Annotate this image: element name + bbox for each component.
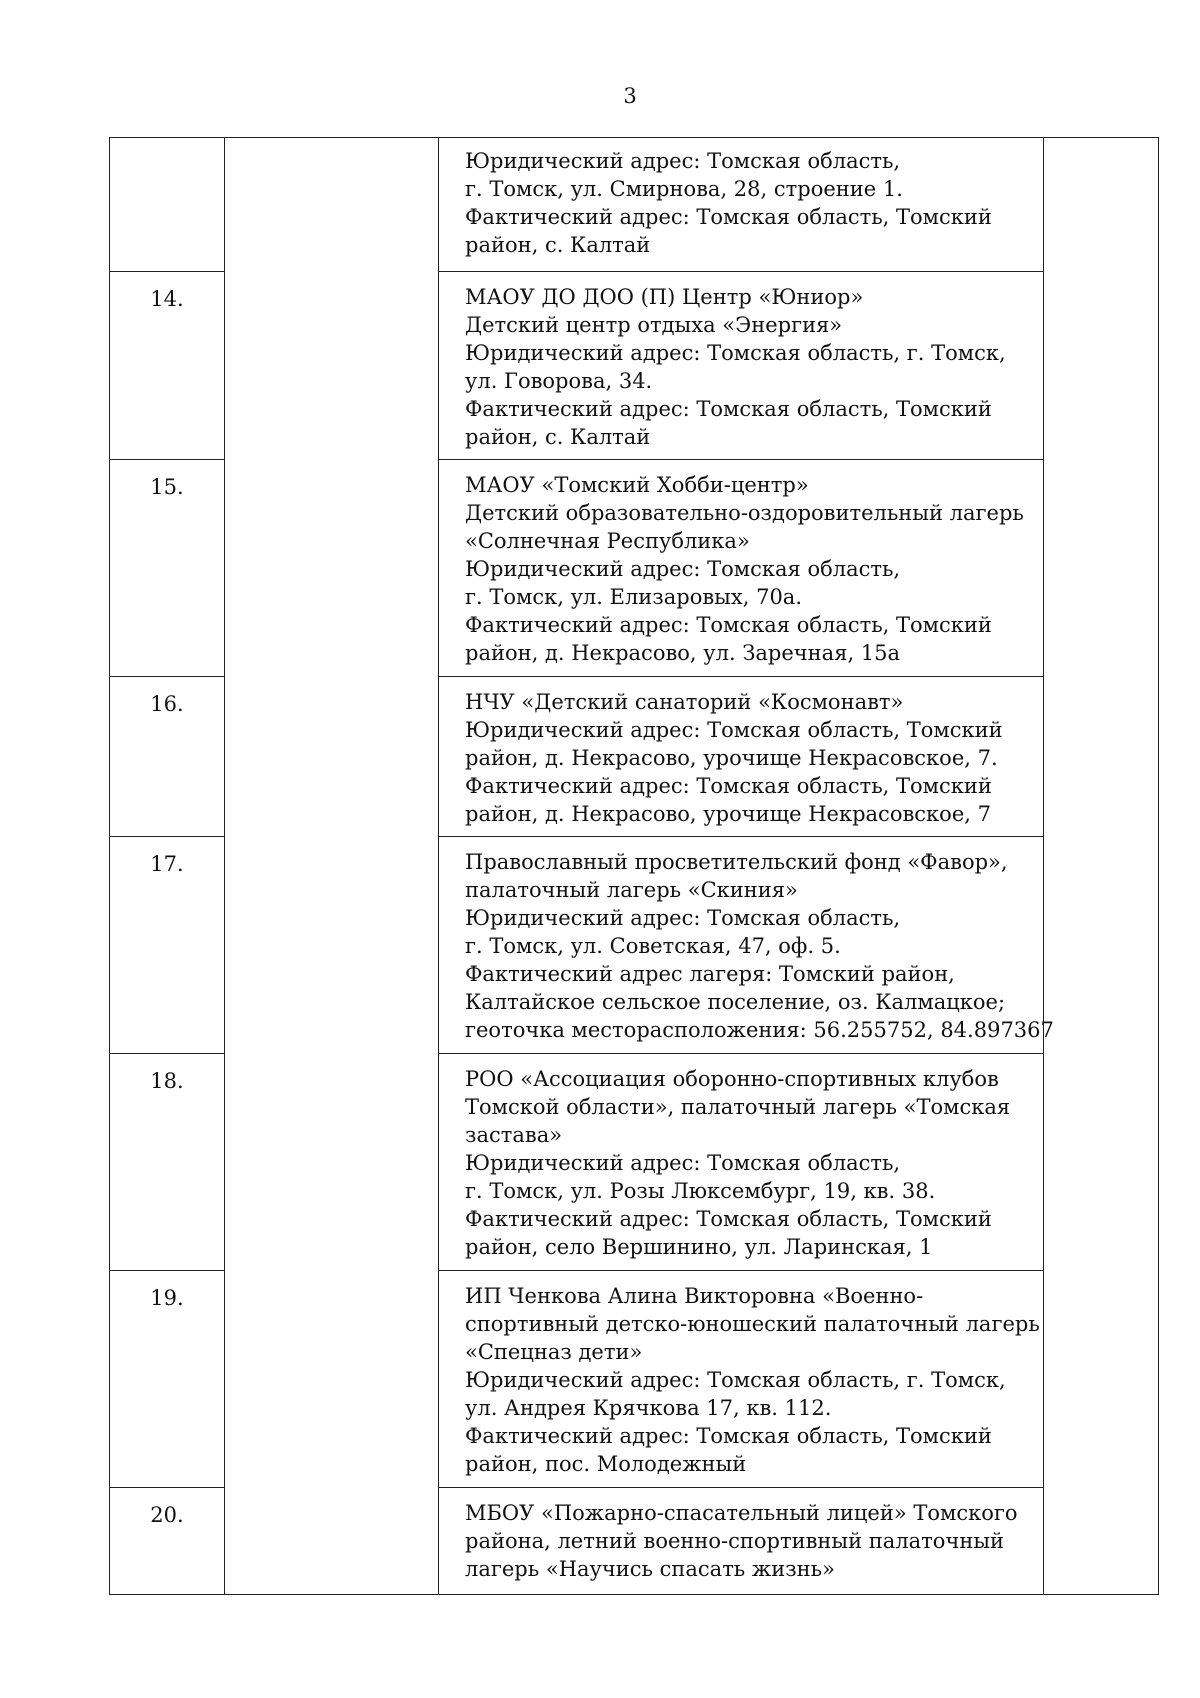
- organization-description-cell: [439, 677, 1044, 837]
- description-line: района, летний военно-спортивный палаточный: [465, 1529, 1005, 1553]
- description-line: Детский образовательно-оздоровительный лагерь: [465, 501, 1024, 525]
- organization-description-cell: [439, 1488, 1044, 1595]
- page-number: 3: [623, 84, 637, 108]
- description-line: палаточный лагерь «Скиния»: [465, 878, 798, 902]
- description-line: лагерь «Научись спасать жизнь»: [465, 1557, 835, 1581]
- description-line: район, село Вершинино, ул. Ларинская, 1: [465, 1235, 933, 1259]
- description-line: Юридический адрес: Томская область,: [465, 149, 901, 173]
- description-line: Фактический адрес: Томская область, Томский: [465, 1424, 992, 1448]
- description-line: район, д. Некрасово, урочище Некрасовское, 7: [465, 802, 991, 826]
- description-line: Юридический адрес: Томская область,: [465, 906, 901, 930]
- description-line: Фактический адрес: Томская область, Томский: [465, 613, 992, 637]
- row-number: 15.: [150, 475, 184, 499]
- description-line: Фактический адрес: Томская область, Томский: [465, 397, 992, 421]
- row-number-cell: [110, 1271, 225, 1488]
- description-line: геоточка месторасположения: 56.255752, 84.897367: [465, 1018, 1054, 1042]
- description-line: ИП Ченкова Алина Викторовна «Военно-: [465, 1284, 924, 1308]
- description-line: Юридический адрес: Томская область, г. Томск,: [465, 1368, 1006, 1392]
- description-line: Юридический адрес: Томская область,: [465, 1151, 901, 1175]
- description-line: район, пос. Молодежный: [465, 1452, 747, 1476]
- description-line: спортивный детско-юношеский палаточный лагерь: [465, 1312, 1040, 1336]
- row-number: 14.: [150, 287, 184, 311]
- row-number: 17.: [150, 852, 184, 876]
- row-number: 20.: [150, 1503, 184, 1527]
- description-line: район, д. Некрасово, урочище Некрасовское, 7.: [465, 746, 998, 770]
- description-line: МБОУ «Пожарно-спасательный лицей» Томского: [465, 1501, 1018, 1525]
- description-line: МАОУ «Томский Хобби-центр»: [465, 473, 809, 497]
- description-line: НЧУ «Детский санаторий «Космонавт»: [465, 690, 904, 714]
- description-line: Томской области», палаточный лагерь «Томская: [465, 1095, 1011, 1119]
- organization-description-cell: [439, 1054, 1044, 1271]
- camps-table: [109, 137, 1159, 1595]
- description-line: ул. Говорова, 34.: [465, 369, 653, 393]
- merged-empty-cell: [225, 138, 439, 1595]
- row-number-cell: [110, 677, 225, 837]
- description-line: застава»: [465, 1123, 563, 1147]
- merged-empty-cell-right: [1044, 138, 1159, 1595]
- row-number-cell: [110, 138, 225, 272]
- description-line: г. Томск, ул. Смирнова, 28, строение 1.: [465, 177, 903, 201]
- description-line: Православный просветительский фонд «Фавор»,: [465, 850, 1008, 874]
- row-number: 16.: [150, 692, 184, 716]
- description-line: Калтайское сельское поселение, оз. Калмацкое;: [465, 990, 1006, 1014]
- description-line: Юридический адрес: Томская область, Томский: [465, 718, 1003, 742]
- description-line: район, д. Некрасово, ул. Заречная, 15а: [465, 641, 901, 665]
- row-number-cell: [110, 1054, 225, 1271]
- description-line: г. Томск, ул. Розы Люксембург, 19, кв. 38.: [465, 1179, 936, 1203]
- organization-description-cell: [439, 460, 1044, 677]
- row-number: 19.: [150, 1286, 184, 1310]
- description-line: «Спецназ дети»: [465, 1340, 643, 1364]
- description-line: Детский центр отдыха «Энергия»: [465, 313, 843, 337]
- description-line: РОО «Ассоциация оборонно-спортивных клубов: [465, 1067, 999, 1091]
- row-number-cell: [110, 837, 225, 1054]
- description-line: район, с. Калтай: [465, 233, 651, 257]
- row-number-cell: [110, 1488, 225, 1595]
- table-body: [110, 138, 1159, 1595]
- description-line: Фактический адрес: Томская область, Томский: [465, 205, 992, 229]
- organization-description-cell: [439, 272, 1044, 460]
- description-line: г. Томск, ул. Советская, 47, оф. 5.: [465, 934, 841, 958]
- row-number: 18.: [150, 1069, 184, 1093]
- description-line: Фактический адрес лагеря: Томский район,: [465, 962, 955, 986]
- table-row: [110, 138, 1159, 272]
- description-line: г. Томск, ул. Елизаровых, 70а.: [465, 585, 802, 609]
- description-line: Фактический адрес: Томская область, Томский: [465, 1207, 992, 1231]
- description-line: Фактический адрес: Томская область, Томский: [465, 774, 992, 798]
- description-line: Юридический адрес: Томская область, г. Томск,: [465, 341, 1006, 365]
- description-line: район, с. Калтай: [465, 425, 651, 449]
- organization-description-cell: [439, 837, 1054, 1054]
- organization-description-cell: [439, 1271, 1044, 1488]
- description-line: МАОУ ДО ДОО (П) Центр «Юниор»: [465, 285, 864, 309]
- description-line: Юридический адрес: Томская область,: [465, 557, 901, 581]
- row-number-cell: [110, 272, 225, 460]
- description-line: ул. Андрея Крячкова 17, кв. 112.: [465, 1396, 832, 1420]
- organization-description-cell: [439, 138, 1044, 272]
- row-number-cell: [110, 460, 225, 677]
- description-line: «Солнечная Республика»: [465, 529, 750, 553]
